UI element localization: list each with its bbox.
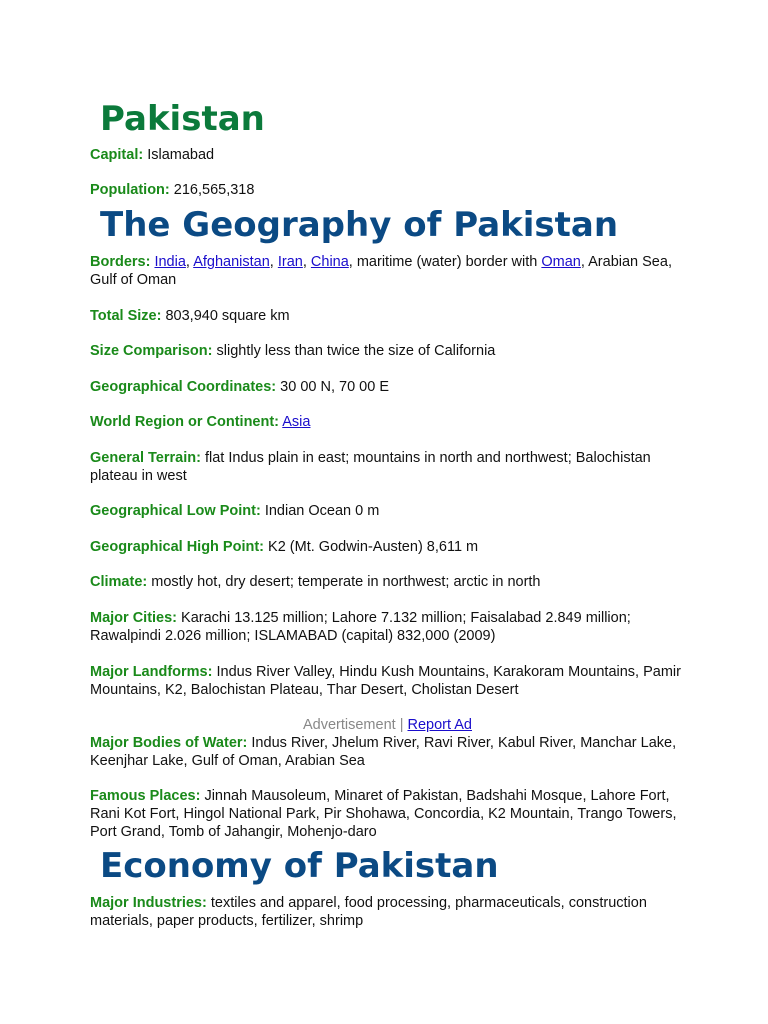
population-label: Population:	[90, 182, 170, 198]
report-ad-link[interactable]: Report Ad	[407, 717, 472, 733]
borders-maritime-text: , maritime (water) border with	[348, 254, 542, 270]
climate-row	[90, 573, 685, 591]
total-size-value: 803,940 square km	[165, 308, 290, 324]
link-asia[interactable]: Asia	[282, 414, 311, 430]
famous-places-row	[90, 787, 685, 841]
capital-label: Capital:	[90, 147, 144, 163]
industries-label: Major Industries:	[90, 895, 207, 911]
landforms-row	[90, 663, 685, 699]
advertisement-bar	[90, 716, 685, 734]
geography-heading: The Geography of Pakistan	[100, 205, 619, 245]
climate-value: mostly hot, dry desert; temperate in northwest; arctic in north	[151, 574, 541, 590]
high-point-value: K2 (Mt. Godwin-Austen) 8,611 m	[268, 539, 479, 555]
borders-tail: , Arabian Sea, Gulf of Oman	[90, 254, 672, 288]
climate-label: Climate:	[90, 574, 148, 590]
population-value: 216,565,318	[173, 182, 255, 198]
borders-sep: ,	[302, 254, 311, 270]
high-point-row	[90, 538, 685, 556]
borders-row	[90, 253, 685, 289]
bodies-of-water-label: Major Bodies of Water:	[90, 735, 248, 751]
famous-places-value: Jinnah Mausoleum, Minaret of Pakistan, Badshahi Mosque, Lahore Fort, Rani Kot Fort, Hingol National Park, Pir Shohawa, Concordia, K2 Mountain, Trango Towers, Port Grand, Tomb of Jahangir, Mohenjo-daro	[90, 788, 677, 840]
terrain-value: flat Indus plain in east; mountains in north and northwest; Balochistan plateau in west	[90, 450, 651, 484]
terrain-label: General Terrain:	[90, 450, 201, 466]
industries-value: textiles and apparel, food processing, pharmaceuticals, construction materials, paper products, fertilizer, shrimp	[90, 895, 647, 929]
borders-sep: ,	[269, 254, 278, 270]
major-cities-value: Karachi 13.125 million; Lahore 7.132 million; Faisalabad 2.849 million; Rawalpindi 2.026 million; ISLAMABAD (capital) 832,000 (2009)	[90, 610, 631, 644]
total-size-label: Total Size:	[90, 308, 162, 324]
landforms-label: Major Landforms:	[90, 664, 213, 680]
famous-places-label: Famous Places:	[90, 788, 201, 804]
high-point-label: Geographical High Point:	[90, 539, 265, 555]
size-comparison-value: slightly less than twice the size of California	[216, 343, 496, 359]
coordinates-label: Geographical Coordinates:	[90, 379, 277, 395]
low-point-label: Geographical Low Point:	[90, 503, 261, 519]
bodies-of-water-value: Indus River, Jhelum River, Ravi River, Kabul River, Manchar Lake, Keenjhar Lake, Gulf of Oman, Arabian Sea	[90, 735, 677, 769]
coordinates-row	[90, 378, 685, 396]
country-title: Pakistan	[100, 99, 265, 139]
advertisement-label: Advertisement	[302, 717, 396, 733]
borders-label: Borders:	[90, 254, 151, 270]
advertisement-sep: |	[395, 717, 408, 733]
borders-sep: ,	[185, 254, 194, 270]
link-oman[interactable]: Oman	[541, 254, 581, 270]
major-cities-label: Major Cities:	[90, 610, 178, 626]
size-comparison-row	[90, 342, 685, 360]
link-iran[interactable]: Iran	[277, 254, 303, 270]
low-point-row	[90, 502, 685, 520]
landforms-value: Indus River Valley, Hindu Kush Mountains, Karakoram Mountains, Pamir Mountains, K2, Balochistan Plateau, Thar Desert, Cholistan Desert	[90, 664, 681, 698]
low-point-value: Indian Ocean 0 m	[264, 503, 380, 519]
region-row	[90, 413, 685, 431]
size-comparison-label: Size Comparison:	[90, 343, 213, 359]
link-india[interactable]: India	[154, 254, 186, 270]
total-size-row	[90, 307, 685, 325]
bodies-of-water-row	[90, 734, 685, 770]
economy-heading: Economy of Pakistan	[100, 846, 499, 886]
capital-row	[90, 146, 685, 164]
industries-row	[90, 894, 685, 930]
coordinates-value: 30 00 N, 70 00 E	[280, 379, 389, 395]
link-afghanistan[interactable]: Afghanistan	[193, 254, 270, 270]
terrain-row	[90, 449, 685, 485]
region-label: World Region or Continent:	[90, 414, 280, 430]
link-china[interactable]: China	[310, 254, 349, 270]
capital-value: Islamabad	[147, 147, 215, 163]
major-cities-row	[90, 609, 685, 645]
population-row	[90, 181, 685, 199]
